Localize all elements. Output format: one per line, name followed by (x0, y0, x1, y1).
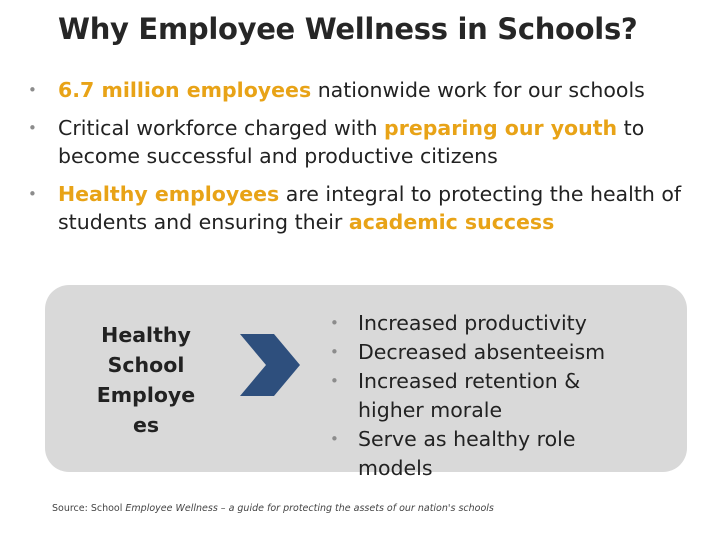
bullet-dot-icon: • (28, 119, 37, 137)
outcome-text: Increased productivity (358, 311, 587, 335)
outcome-text: Increased retention & higher morale (358, 369, 581, 422)
page-title: Why Employee Wellness in Schools? (58, 12, 638, 46)
outcome-item (330, 425, 650, 483)
highlight-text: academic success (348, 210, 555, 234)
bullet-text: are integral to protecting the health of students and ensuring their (58, 182, 682, 234)
highlight-text: preparing our youth (384, 116, 618, 140)
chevron-right-icon (236, 332, 304, 398)
outcome-item (330, 309, 650, 338)
bullet-dot-icon: • (28, 185, 37, 203)
highlight-text: 6.7 million employees (58, 78, 312, 102)
outcomes-list (330, 309, 650, 483)
bullet-dot-icon: • (28, 81, 37, 99)
main-bullet-list (28, 76, 708, 246)
bullet-item-employees (28, 76, 708, 104)
bullet-dot-icon: • (330, 314, 339, 332)
source-citation (52, 503, 494, 514)
outcome-text: Serve as healthy role models (358, 427, 576, 480)
outcome-text: Decreased absenteeism (358, 340, 606, 364)
bullet-dot-icon: • (330, 372, 339, 390)
bullet-text: nationwide work for our schools (311, 78, 645, 102)
outcome-item (330, 338, 650, 367)
bullet-text: to become successful and productive citizens (58, 116, 645, 168)
bullet-item-workforce (28, 114, 708, 170)
source-title: Employee Wellness – a guide for protecting the assets of our nation's schools (125, 503, 494, 514)
bullet-text: Critical workforce charged with (58, 116, 385, 140)
source-prefix: Source: School (52, 503, 126, 514)
bullet-item-healthy (28, 180, 708, 236)
outcome-item (330, 367, 650, 425)
bullet-dot-icon: • (330, 430, 339, 448)
panel-label: Healthy School Employe es (96, 323, 196, 437)
highlight-text: Healthy employees (58, 182, 280, 206)
bullet-dot-icon: • (330, 343, 339, 361)
